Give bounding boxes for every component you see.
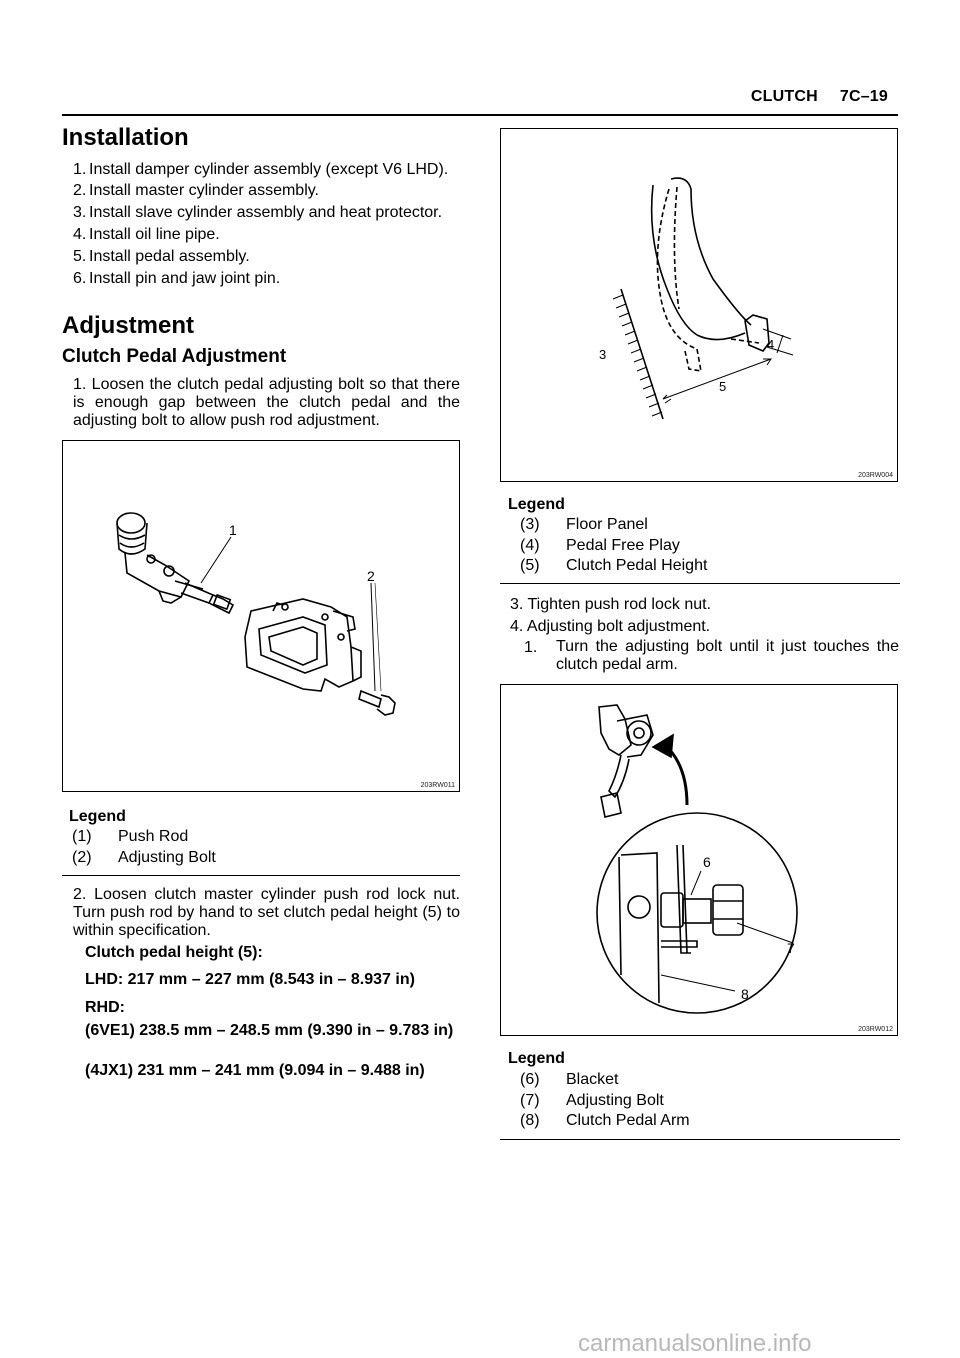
callout-1: 1 [229, 522, 237, 538]
list-item: 3. Install slave cylinder assembly and heat protector. [73, 204, 443, 221]
legend-item: (7) Adjusting Bolt [520, 1092, 664, 1109]
figure-push-rod [62, 440, 460, 792]
pedal-height-illustration [501, 129, 897, 481]
adjustment-step-3: 3. Tighten push rod lock nut. [510, 596, 712, 613]
legend-item: (4) Pedal Free Play [520, 537, 680, 554]
section-title: CLUTCH [750, 88, 818, 105]
installation-heading: Installation [62, 124, 189, 151]
spec-4jx1: (4JX1) 231 mm – 241 mm (9.094 in – 9.488 in) [85, 1062, 425, 1079]
list-item: 1. Install damper cylinder assembly (except V6 LHD). [73, 161, 449, 178]
push-rod-illustration [63, 441, 459, 791]
spec-6ve1: (6VE1) 238.5 mm – 248.5 mm (9.390 in – 9.783 in) [85, 1022, 454, 1039]
legend-item: (3) Floor Panel [520, 516, 648, 533]
list-item: 5. Install pedal assembly. [73, 248, 250, 265]
figure-adjusting-bolt [500, 684, 898, 1036]
legend-item: (2) Adjusting Bolt [72, 849, 216, 866]
figure-id: 203RW012 [858, 1026, 893, 1033]
adjustment-step-4: 4. Adjusting bolt adjustment. [510, 618, 711, 635]
legend-rule [500, 583, 900, 584]
legend-item: (6) Blacket [520, 1071, 619, 1088]
adjusting-bolt-illustration [501, 685, 897, 1035]
legend-item: (1) Push Rod [72, 828, 189, 845]
callout-7: 7 [787, 940, 795, 956]
callout-3: 3 [599, 347, 607, 362]
callout-4: 4 [767, 337, 775, 352]
adjustment-heading: Adjustment [62, 312, 194, 339]
legend-rule [500, 1139, 900, 1140]
callout-8: 8 [741, 986, 749, 1002]
callout-5: 5 [719, 379, 727, 394]
list-item: 6. Install pin and jaw joint pin. [73, 270, 281, 287]
spec-lhd: LHD: 217 mm – 227 mm (8.543 in – 8.937 in) [85, 971, 415, 988]
watermark: carmanualsonline.info [578, 1330, 812, 1357]
clutch-pedal-adjustment-heading: Clutch Pedal Adjustment [62, 346, 287, 367]
page-number: 7C–19 [839, 88, 888, 105]
legend-item: (8) Clutch Pedal Arm [520, 1112, 690, 1129]
adjustment-step-1: 1. Loosen the clutch pedal adjusting bolt so that there is enough gap between the clutch pedal and the adjusting bolt to allow push rod adjustment. [73, 376, 460, 429]
legend-title: Legend [508, 1050, 565, 1067]
legend-item: (5) Clutch Pedal Height [520, 557, 708, 574]
list-item: 4. Install oil line pipe. [73, 226, 220, 243]
legend-title: Legend [69, 808, 126, 825]
adjustment-step-4-1-num: 1. [524, 639, 538, 656]
list-item: 2. Install master cylinder assembly. [73, 182, 319, 199]
adjustment-step-4-1: Turn the adjusting bolt until it just touches the clutch pedal arm. [556, 638, 899, 673]
figure-id: 203RW004 [858, 472, 893, 479]
callout-2: 2 [367, 568, 375, 584]
adjustment-step-2: 2. Loosen clutch master cylinder push rod lock nut. Turn push rod by hand to set clutch pedal height (5) to within specification. [73, 886, 460, 939]
callout-6: 6 [703, 854, 711, 870]
spec-rhd: RHD: [85, 999, 125, 1016]
figure-pedal-height [500, 128, 898, 482]
spec-title: Clutch pedal height (5): [85, 944, 263, 961]
figure-id: 203RW011 [420, 782, 455, 789]
page-header [729, 88, 888, 106]
header-rule [62, 114, 898, 116]
legend-rule [62, 875, 460, 876]
legend-title: Legend [508, 496, 565, 513]
